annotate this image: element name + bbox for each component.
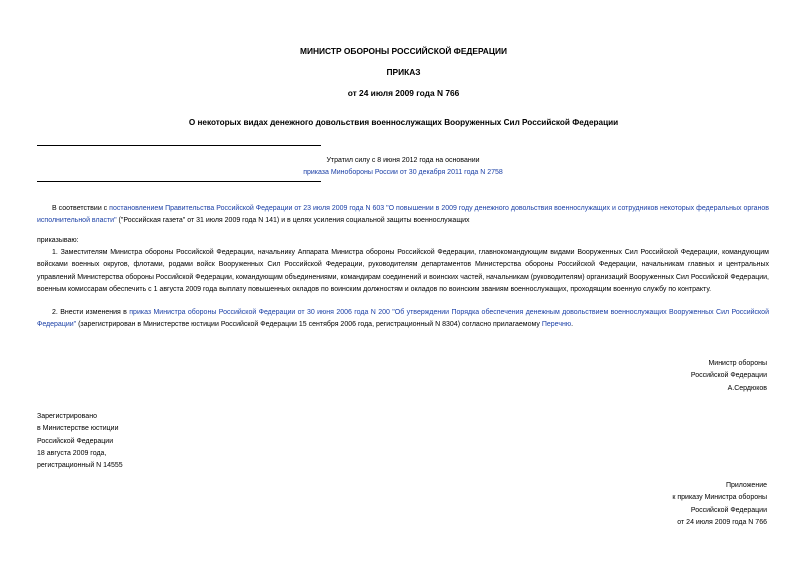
registration-line: Российской Федерации [37,437,114,445]
item-2-paragraph [37,307,769,332]
appendix-list-link[interactable]: Перечню [541,321,572,329]
preamble-text-end: ("Российская газета" от 31 июля 2009 года N 141) и в целях усиления социальной защиты военнослужащих [116,217,470,225]
registration-block [37,411,123,472]
signature-name: А.Сердюков [727,384,767,392]
doc-title: О некоторых видах денежного довольствия военнослужащих Вооруженных Сил Российской Федерации [188,118,619,127]
doc-date-number: от 24 июля 2009 года N 766 [347,88,460,98]
appendix-line: Приложение [725,482,767,489]
ministry-heading: МИНИСТР ОБОРОНЫ РОССИЙСКОЙ ФЕДЕРАЦИИ [299,46,508,56]
preamble-paragraph [37,203,769,228]
registration-line: Зарегистрировано [37,413,97,420]
status-note [37,155,769,179]
resolution-link[interactable]: постановлением Правительства Российской Федерации от 23 июля 2009 года N 603 "О повышении в 2009 году денежного довольствия военнослужащих и сотрудников некоторых федеральных органов исполнительной власти" [37,205,770,225]
status-note-line: Утратил силу с 8 июня 2012 года на основании [326,157,480,164]
status-top-divider [37,145,321,146]
signature-line: Министр обороны [708,360,767,367]
registration-number: регистрационный N 14555 [37,462,123,470]
item-2-text: 2. Внести изменения в [52,309,130,316]
item-2-text-end: . [571,321,574,329]
doc-type-heading: ПРИКАЗ [386,67,421,77]
registration-date: 18 августа 2009 года, [37,449,107,457]
registration-line: в Министерстве юстиции [37,425,119,433]
appendix-block [672,480,767,530]
appendix-line: Российской Федерации [690,506,767,514]
item-2-text-mid: (зарегистрирован в Министерстве юстиции Российской Федерации 15 сентября 2006 года, регистрационный N 8304) согласно прилагаемому [76,321,542,329]
order-200-link[interactable]: приказ Министра обороны Российской Федерации от 30 июня 2006 года N 200 "Об утверждении Порядка обеспечения денежным довольствием военнослужащих Вооруженных Сил Российской Федерации" [37,309,769,329]
signature-block [691,358,767,395]
status-link[interactable]: приказа Минобороны России от 30 декабря 2011 года N 2758 [303,169,503,176]
appendix-line: к приказу Министра обороны [672,494,767,502]
preamble-text: В соответствии с [52,205,110,212]
status-bottom-divider [37,181,321,182]
order-word: приказываю: [37,237,79,244]
signature-line: Российской Федерации [690,372,767,380]
appendix-line: от 24 июля 2009 года N 766 [677,519,767,527]
item-1-paragraph: 1. Заместителям Министра обороны Российской Федерации, начальнику Аппарата Министра обороны Российской Федерации, главнокомандующим видами Вооруженных Сил Российской Федерации, командующим войсками военных округов, флотами, родами войск Вооруженных Сил Российской Федерации, руководителям департаментов Министерства обороны Российской Федерации, начальникам главных и центральных управлений Министерства обороны Российской Федерации, командующим объединениями, командирам соединений и воинских частей, начальникам (руководителям) организаций Вооруженных Сил Российской Федерации, военным комиссарам обеспечить с 1 августа 2009 года выплату повышенных окладов по воинским должностям и окладов по воинским званиям военнослужащих, проходящим военную службу по контракту. [37,249,769,293]
